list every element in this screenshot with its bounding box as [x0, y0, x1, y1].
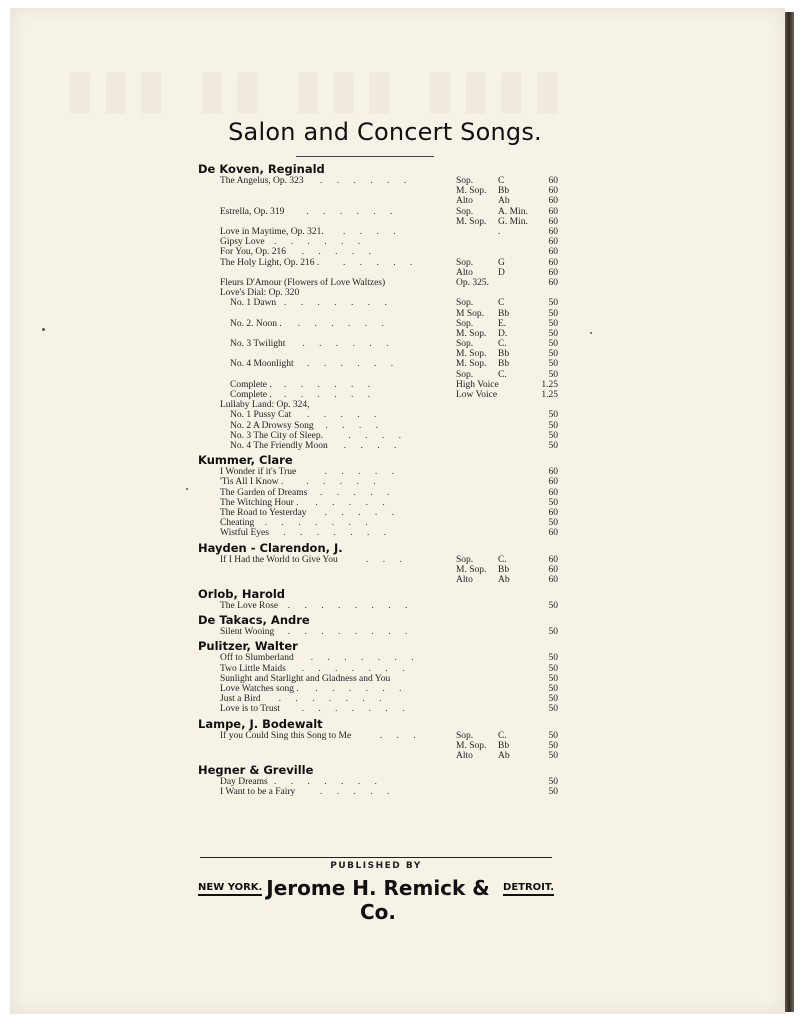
price: 50 — [548, 328, 558, 339]
price: 60 — [548, 528, 558, 539]
key-label: C. — [498, 369, 507, 380]
price: 1.25 — [541, 390, 558, 401]
composer-name: Orlob, Harold — [198, 587, 286, 602]
leader-dots: . . . . . . — [284, 379, 377, 390]
song-entry — [198, 518, 560, 528]
price: 60 — [548, 574, 558, 585]
song-title: Sunlight and Starlight and Gladness and You — [220, 673, 391, 684]
leader-dots: . . . . . — [301, 247, 377, 258]
key-label: . — [498, 226, 501, 237]
leader-dots: . . . . . — [324, 467, 400, 478]
price: 50 — [548, 308, 558, 319]
paper-speck — [186, 488, 188, 490]
key-label: Bb — [498, 564, 510, 575]
voice-label: M. Sop. — [456, 740, 487, 751]
price: 50 — [548, 730, 558, 741]
song-entry — [198, 653, 560, 663]
song-entry — [198, 528, 560, 538]
price: 60 — [548, 196, 558, 207]
leader-dots: . . . . . . . — [278, 694, 388, 705]
leader-dots: . . . . . . — [307, 359, 400, 370]
leader-dots: . . . . — [348, 430, 408, 441]
voice-label: Sop. — [456, 554, 474, 565]
song-entry — [198, 777, 560, 787]
voice-label: High Voice — [456, 379, 499, 390]
leader-dots: . . . . . . — [297, 318, 390, 329]
song-title: Wistful Eyes — [220, 528, 269, 539]
voice-label: Sop. — [456, 339, 474, 350]
voice-label: Alto — [456, 267, 473, 278]
leader-dots: . . . . . . . — [301, 704, 411, 715]
song-entry — [198, 664, 560, 674]
song-entry — [198, 207, 560, 227]
key-label: Bb — [498, 359, 510, 370]
key-label: D. — [498, 328, 508, 339]
song-title: Gipsy Love — [220, 237, 265, 248]
song-title: If I Had the World to Give You — [220, 554, 338, 565]
city-detroit: DETROIT. — [503, 882, 554, 896]
song-entry — [198, 390, 560, 400]
price: 50 — [548, 684, 558, 695]
song-entry — [198, 627, 560, 637]
price: 50 — [548, 430, 558, 441]
price: 50 — [548, 750, 558, 761]
price: 50 — [548, 420, 558, 431]
voice-label: M. Sop. — [456, 328, 487, 339]
song-entry — [198, 787, 560, 797]
price: 60 — [548, 467, 558, 478]
song-entry — [198, 278, 560, 288]
price: 50 — [548, 787, 558, 798]
price: 50 — [548, 627, 558, 638]
key-label: G — [498, 257, 505, 268]
song-title: Lullaby Land: Op. 324, — [220, 400, 310, 411]
key-label: Bb — [498, 349, 510, 360]
price: 50 — [548, 777, 558, 788]
leader-dots: . . . . . . — [302, 339, 395, 350]
voice-label: M. Sop. — [456, 359, 487, 370]
composer-name: Hegner & Greville — [198, 763, 314, 778]
price: 60 — [548, 477, 558, 488]
song-title: No. 4 Moonlight — [230, 359, 294, 370]
voice-label: M Sop. — [456, 308, 484, 319]
voice-label: M. Sop. — [456, 186, 487, 197]
city-new-york: NEW YORK. — [198, 882, 262, 896]
paper-speck — [590, 332, 592, 334]
leader-dots: . . . . — [343, 441, 403, 451]
song-entry — [198, 508, 560, 518]
song-title: I Want to be a Fairy — [220, 787, 296, 798]
price: 50 — [548, 369, 558, 380]
price: 50 — [548, 359, 558, 370]
leader-dots: . . . . . — [320, 787, 396, 798]
key-label: Bb — [498, 308, 510, 319]
song-title: The Love Rose — [220, 601, 279, 612]
song-entry — [198, 339, 560, 359]
song-entry — [198, 488, 560, 498]
leader-dots: . . . . . — [324, 507, 400, 518]
song-entry — [198, 319, 560, 339]
song-entry — [198, 176, 560, 207]
leader-dots: . . . — [379, 730, 422, 741]
song-entry — [198, 731, 560, 762]
song-entry — [198, 237, 560, 247]
price: 50 — [548, 704, 558, 715]
song-title: If you Could Sing this Song to Me — [220, 730, 352, 741]
footer-rule — [200, 857, 552, 858]
publisher-name: Jerome H. Remick & Co. — [266, 876, 490, 924]
key-label: Bb — [498, 740, 510, 751]
price: 50 — [548, 298, 558, 309]
price: 50 — [548, 673, 558, 684]
song-entry — [198, 674, 560, 684]
voice-label: Sop. — [456, 730, 474, 741]
price: 60 — [548, 277, 558, 288]
song-entry — [198, 694, 560, 704]
page-title: Salon and Concert Songs. — [228, 118, 542, 146]
key-label: C. — [498, 554, 507, 565]
key-label: Ab — [498, 750, 510, 761]
leader-dots: . . . . . . . . — [287, 601, 414, 612]
leader-dots: . . . . . — [307, 410, 383, 421]
song-entry — [198, 421, 560, 431]
voice-label: M. Sop. — [456, 349, 487, 360]
song-title: No. 2 A Drowsy Song — [230, 420, 314, 431]
song-entry — [198, 298, 560, 318]
leader-dots: . . . . — [325, 420, 385, 431]
page-edge-binding — [785, 12, 794, 1012]
song-entry — [198, 227, 560, 237]
composer-name: Hayden - Clarendon, J. — [198, 540, 343, 555]
composer-name: De Koven, Reginald — [198, 162, 325, 176]
price: 1.25 — [541, 379, 558, 390]
song-entry — [198, 247, 560, 257]
song-entry — [198, 498, 560, 508]
leader-dots: . . . . . . — [274, 237, 367, 248]
leader-dots: . . . . . . . — [284, 298, 393, 309]
voice-label: Alto — [456, 750, 473, 761]
price: 60 — [548, 487, 558, 498]
price: 60 — [548, 237, 558, 248]
song-title: Cheating — [220, 518, 255, 529]
song-title: No. 3 Twilight — [230, 339, 286, 350]
song-title: Complete . — [230, 390, 272, 401]
price: 60 — [548, 226, 558, 237]
leader-dots: . . . . . — [343, 257, 419, 268]
key-label: C — [498, 298, 505, 309]
price: 60 — [548, 267, 558, 278]
song-title: Just a Bird — [220, 694, 261, 705]
key-label: C. — [498, 730, 507, 741]
song-title: The Holy Light, Op. 216 . — [220, 257, 320, 268]
song-entry — [198, 258, 560, 278]
key-label: E. — [498, 318, 507, 329]
leader-dots: . . . . . . . — [264, 518, 374, 529]
leader-dots: . . . . . . . — [310, 653, 420, 664]
show-through-watermark: ▮▮▮ ▮▮ ▮▮▮ ▮▮▮▮ — [65, 56, 568, 120]
price: 50 — [548, 318, 558, 329]
leader-dots: . . . . . . . — [283, 528, 393, 539]
song-title: No. 2. Noon . — [230, 318, 282, 329]
composer-name: Kummer, Clare — [198, 453, 293, 468]
key-label: A. Min. — [498, 206, 528, 217]
song-entry — [198, 359, 560, 379]
voice-label: Sop. — [456, 369, 474, 380]
song-title: The Road to Yesterday — [220, 507, 307, 518]
title-underline — [296, 156, 434, 157]
price: 50 — [548, 349, 558, 360]
song-title: No. 1 Pussy Cat — [230, 410, 292, 421]
voice-label: M. Sop. — [456, 216, 487, 227]
voice-label: M. Sop. — [456, 564, 487, 575]
price: 60 — [548, 176, 558, 186]
leader-dots: . . . . . . — [284, 390, 377, 401]
voice-label: Sop. — [456, 318, 474, 329]
song-title: Day Dreams — [220, 777, 268, 788]
price: 60 — [548, 564, 558, 575]
price: 60 — [548, 216, 558, 227]
voice-label: Sop. — [456, 257, 474, 268]
song-entry — [198, 441, 560, 451]
song-title: The Garden of Dreams — [220, 487, 308, 498]
leader-dots: . . . — [366, 554, 408, 565]
song-title: The Witching Hour . — [220, 497, 299, 508]
leader-dots: . . . . . . . . — [287, 627, 414, 638]
song-title: Fleurs D'Amour (Flowers of Love Waltzes) — [220, 277, 386, 288]
leader-dots: . . . . . . — [320, 176, 413, 186]
price: 50 — [548, 653, 558, 664]
song-title: Off to Slumberland — [220, 653, 294, 664]
voice-label: Low Voice — [456, 390, 498, 401]
leader-dots: . . . . . . — [315, 684, 408, 695]
song-title: Love's Dial: Op. 320 — [220, 288, 300, 299]
voice-label: Alto — [456, 196, 473, 207]
leader-dots: . . . . . — [320, 487, 396, 498]
key-label: G. Min. — [498, 216, 528, 227]
song-title: Estrella, Op. 319 — [220, 206, 285, 217]
leader-dots: . . . . . . . — [301, 663, 411, 674]
price: 50 — [548, 441, 558, 451]
price: 50 — [548, 410, 558, 421]
song-title: No. 1 Dawn — [230, 298, 277, 309]
price: 50 — [548, 694, 558, 705]
price: 50 — [548, 601, 558, 612]
song-entry — [198, 555, 560, 586]
song-entry — [198, 684, 560, 694]
price: 60 — [548, 186, 558, 197]
price: 50 — [548, 339, 558, 350]
composer-name: Lampe, J. Bodewalt — [198, 716, 323, 731]
song-title: I Wonder if it's True — [220, 467, 297, 478]
leader-dots: . . . . . . . — [274, 777, 383, 788]
voice-label: Sop. — [456, 206, 474, 217]
key-label: Bb — [498, 186, 510, 197]
song-title: No. 3 The City of Sleep. — [230, 430, 323, 441]
key-label: Ab — [498, 574, 510, 585]
song-title: For You, Op. 216 — [220, 247, 286, 258]
song-entry — [198, 704, 560, 714]
song-title: Love is to Trust — [220, 704, 280, 715]
song-entry — [198, 400, 560, 410]
song-title: Silent Wooing — [220, 627, 275, 638]
price: 60 — [548, 554, 558, 565]
song-title: The Angelus, Op. 323 — [220, 176, 304, 186]
song-entry — [198, 477, 560, 487]
leader-dots: . . . . . — [315, 497, 391, 508]
price: 50 — [548, 497, 558, 508]
song-entry — [198, 431, 560, 441]
composer-name: Pulitzer, Walter — [198, 639, 298, 654]
song-entry — [198, 410, 560, 420]
paper-speck — [42, 328, 45, 331]
song-entry — [198, 380, 560, 390]
song-entry — [198, 467, 560, 477]
voice-label: Sop. — [456, 176, 474, 186]
price: 60 — [548, 247, 558, 258]
song-title: Complete . — [230, 379, 272, 390]
voice-label: Op. 325. — [456, 277, 489, 288]
song-catalog — [198, 160, 560, 798]
price: 50 — [548, 663, 558, 674]
leader-dots: . . . . . — [306, 477, 382, 488]
song-title: Love in Maytime, Op. 321. — [220, 226, 324, 237]
price: 60 — [548, 257, 558, 268]
price: 60 — [548, 206, 558, 217]
song-title: Love Watches song . — [220, 684, 299, 695]
published-by-label: PUBLISHED BY — [330, 861, 422, 871]
price: 50 — [548, 740, 558, 751]
key-label: Ab — [498, 196, 510, 207]
key-label: D — [498, 267, 505, 278]
song-title: No. 4 The Friendly Moon — [230, 441, 328, 451]
leader-dots: . . . . — [343, 226, 402, 237]
price: 50 — [548, 518, 558, 529]
song-title: 'Tis All I Know . — [220, 477, 284, 488]
key-label: C. — [498, 339, 507, 350]
voice-label: Alto — [456, 574, 473, 585]
voice-label: Sop. — [456, 298, 474, 309]
leader-dots: . . . . . . — [306, 206, 399, 217]
key-label: C — [498, 176, 505, 186]
price: 60 — [548, 507, 558, 518]
song-entry — [198, 288, 560, 298]
composer-name: De Takacs, Andre — [198, 613, 310, 628]
song-entry — [198, 601, 560, 611]
song-title: Two Little Maids — [220, 663, 286, 674]
